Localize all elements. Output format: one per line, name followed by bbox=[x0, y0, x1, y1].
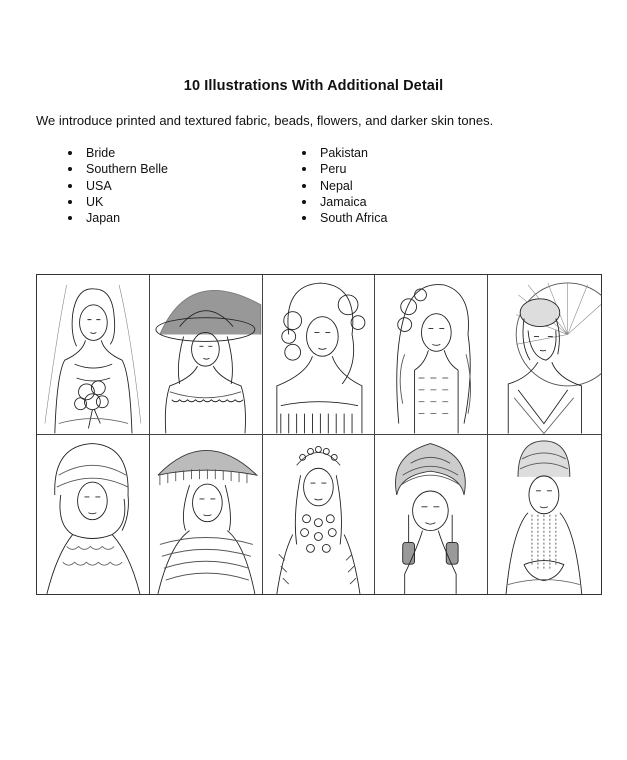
southern-belle-portrait bbox=[150, 275, 263, 435]
list-item: UK bbox=[66, 194, 168, 210]
list-item: Nepal bbox=[300, 178, 387, 194]
list-item: Southern Belle bbox=[66, 161, 168, 177]
list-item: Japan bbox=[66, 210, 168, 226]
list-item: Jamaica bbox=[300, 194, 387, 210]
intro-text: We introduce printed and textured fabric, beads, flowers, and darker skin tones. bbox=[36, 113, 494, 128]
list-item: Peru bbox=[300, 161, 387, 177]
pakistan-portrait bbox=[37, 435, 150, 595]
peru-portrait bbox=[150, 435, 263, 595]
usa-portrait bbox=[263, 275, 376, 435]
jamaica-portrait bbox=[375, 435, 488, 595]
nepal-portrait bbox=[263, 435, 376, 595]
japan-portrait bbox=[488, 275, 601, 435]
list-item: USA bbox=[66, 178, 168, 194]
illustration-grid bbox=[36, 274, 602, 595]
bride-portrait bbox=[37, 275, 150, 435]
list-item: Pakistan bbox=[300, 145, 387, 161]
bullet-list-right bbox=[300, 145, 387, 226]
list-item: Bride bbox=[66, 145, 168, 161]
list-item: South Africa bbox=[300, 210, 387, 226]
bullet-list-left bbox=[66, 145, 168, 226]
uk-portrait bbox=[375, 275, 488, 435]
page-title: 10 Illustrations With Additional Detail bbox=[183, 78, 444, 94]
south-africa-portrait bbox=[488, 435, 601, 595]
